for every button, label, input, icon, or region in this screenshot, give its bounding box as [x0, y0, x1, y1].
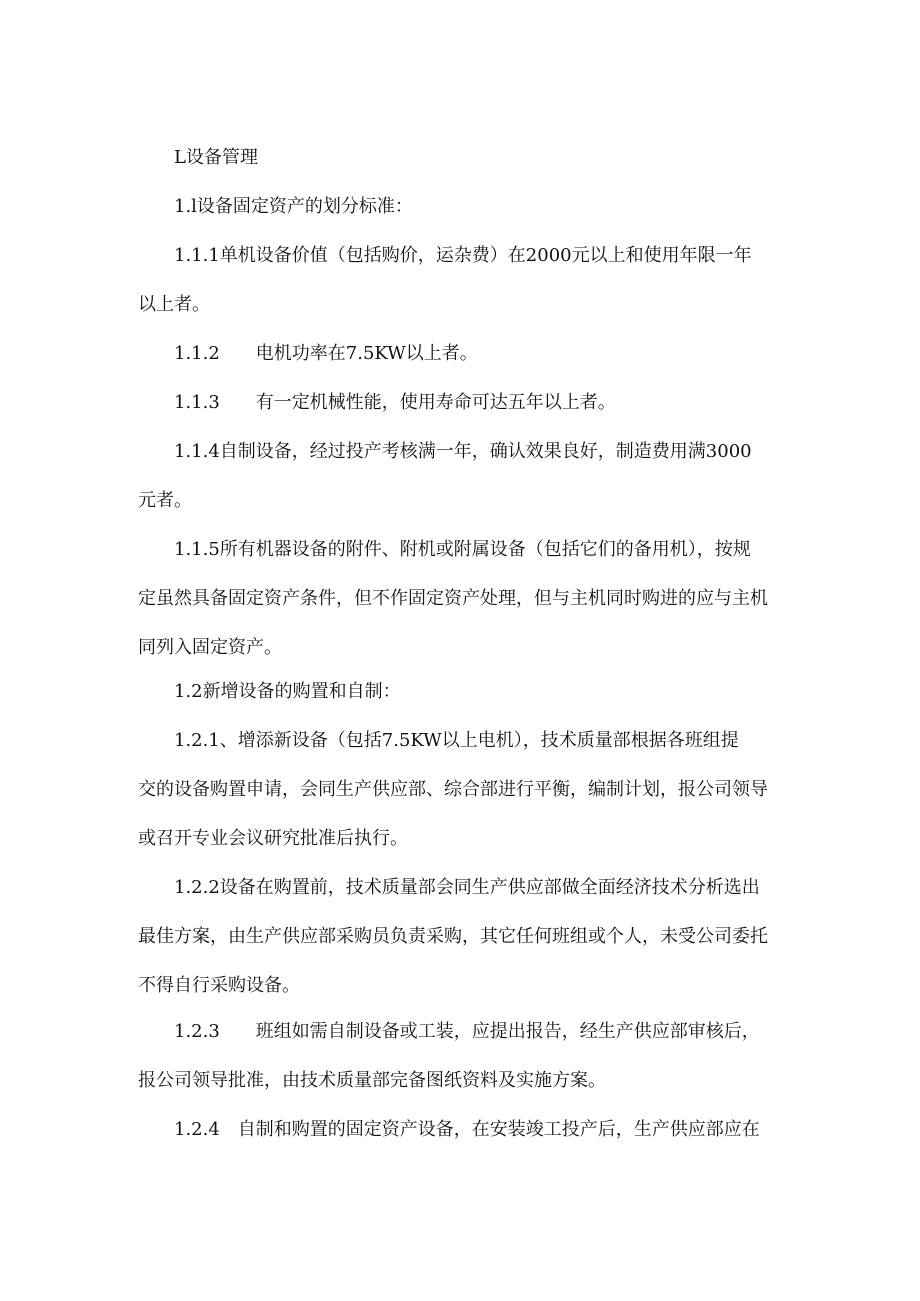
text-line: 1.1.2 电机功率在7.5KW以上者。	[174, 343, 478, 364]
text-line: 1.1.1单机设备价值（包括购价，运杂费）在2000元以上和使用年限一年	[174, 245, 752, 266]
clause-1-1-5	[138, 525, 784, 672]
text-line: L设备管理	[174, 147, 258, 168]
text-line: 1.2.4 自制和购置的固定资产设备，在安装竣工投产后，生产供应部应在	[174, 1119, 760, 1140]
clause-1-2-3	[138, 1007, 784, 1105]
text-line: 交的设备购置申请，会同生产供应部、综合部进行平衡，编制计划，报公司领导	[138, 779, 768, 800]
text-line: 1.l设备固定资产的划分标准：	[174, 196, 413, 217]
text-line: 元者。	[138, 490, 192, 511]
clause-1-2-1	[138, 716, 784, 863]
text-line: 以上者。	[138, 294, 210, 315]
clause-1-1-2	[138, 329, 784, 378]
text-line: 最佳方案，由生产供应部采购员负责采购，其它任何班组或个人，未受公司委托	[138, 926, 768, 947]
clause-1-1-3	[138, 378, 784, 427]
text-line: 不得自行采购设备。	[138, 975, 300, 996]
text-line: 1.1.4自制设备，经过投产考核满一年，确认效果良好，制造费用满3000	[174, 441, 752, 462]
text-line: 1.2.2设备在购置前，技术质量部会同生产供应部做全面经济技术分析选出	[174, 877, 760, 898]
text-line: 报公司领导批准，由技术质量部完备图纸资料及实施方案。	[138, 1070, 606, 1091]
text-line: 同列入固定资产。	[138, 637, 282, 658]
text-line: 1.2新增设备的购置和自制：	[174, 681, 401, 702]
clause-1-2-2	[138, 863, 784, 1010]
subsection-heading	[138, 667, 784, 716]
clause-1-1-4	[138, 427, 784, 525]
section-heading	[138, 133, 784, 182]
subsection-heading	[138, 182, 784, 231]
text-line: 1.2.1、增添新设备（包括7.5KW以上电机），技术质量部根据各班组提	[174, 730, 739, 751]
text-line: 或召开专业会议研究批准后执行。	[138, 828, 408, 849]
text-line: 1.2.3 班组如需自制设备或工装，应提出报告，经生产供应部审核后，	[174, 1021, 760, 1042]
text-line: 1.1.5所有机器设备的附件、附机或附属设备（包括它们的备用机），按规	[174, 539, 751, 560]
text-line: 定虽然具备固定资产条件，但不作固定资产处理，但与主机同时购进的应与主机	[138, 588, 768, 609]
text-line: 1.1.3 有一定机械性能，使用寿命可达五年以上者。	[174, 392, 616, 413]
clause-1-1-1	[138, 231, 784, 329]
clause-1-2-4	[138, 1105, 784, 1154]
